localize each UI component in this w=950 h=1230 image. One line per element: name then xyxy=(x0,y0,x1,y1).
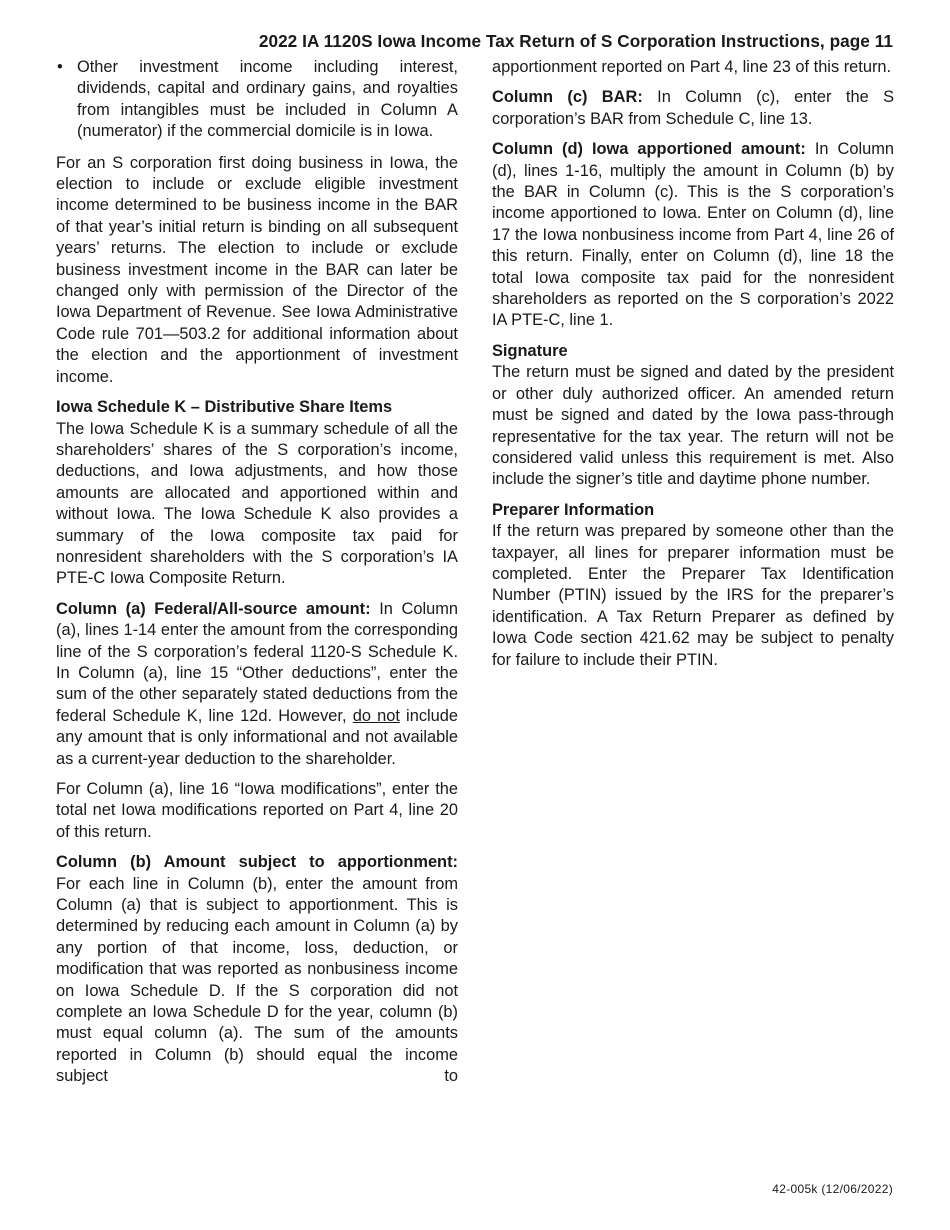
preparer-section xyxy=(492,500,894,671)
schedule-k-section xyxy=(56,397,458,590)
signature-heading: Signature xyxy=(492,341,568,360)
column-c-section xyxy=(492,87,894,130)
column-b-heading: Column (b) Amount subject to apportionment: xyxy=(56,853,458,872)
column-a-text-1: In Column (a), lines 1-14 enter the amount from the corresponding line of the S corporation’s federal 1120-S Schedule K. In Column (a), line 15 “Other deductions”, enter the sum of the other separately stated deductions from the federal Schedule K, line 12d. However, xyxy=(56,599,458,725)
signature-section xyxy=(492,341,894,491)
column-d-text: In Column (d), lines 1-16, multiply the amount in Column (b) by the BAR in Column (c). This is the S corporation’s income apportioned to Iowa. Enter on Column (d), line 17 the Iowa nonbusiness income from Part 4, line 26 of this return. Finally, enter on Column (d), line 18 the total Iowa composite tax paid for the nonresident shareholders as reported on the S corporation’s 2022 IA PTE-C, line 1. xyxy=(492,140,894,330)
column-a-section xyxy=(56,599,458,770)
schedule-k-text: The Iowa Schedule K is a summary schedule of all the shareholders’ shares of the S corporation’s income, deductions, and Iowa adjustments, and how those amounts are allocated and apportioned within and without Iowa. The Iowa Schedule K also provides a summary of the Iowa composite tax paid for nonresident shareholders with the S corporation’s IA PTE-C Iowa Composite Return. xyxy=(56,419,458,588)
schedule-k-heading: Iowa Schedule K – Distributive Share Items xyxy=(56,398,393,417)
column-a-text-2: include any amount that is only informational and not available as a current-year deduction to the shareholder. xyxy=(56,706,458,768)
column-c-heading: Column (c) BAR: xyxy=(492,88,643,107)
right-column xyxy=(492,57,894,680)
election-paragraph: For an S corporation first doing business in Iowa, the election to include or exclude eligible investment income determined to be business income in the BAR of that year’s initial return is binding on all subsequent years’ returns. The election to include or exclude business investment income in the BAR can later be changed only with permission of the Director of the Iowa Department of Revenue. See Iowa Administrative Code rule 701—503.2 for additional information about the election and the apportionment of investment income. xyxy=(56,153,458,386)
preparer-text: If the return was prepared by someone other than the taxpayer, all lines for preparer information must be completed. Enter the Preparer Tax Identification Number (PTIN) issued by the IRS for the preparer’s identification. A Tax Return Preparer as defined by Iowa Code section 421.62 may be subject to penalty for failure to include their PTIN. xyxy=(492,522,894,669)
column-b-section xyxy=(56,852,458,1087)
left-column xyxy=(56,57,458,1088)
signature-text: The return must be signed and dated by the president or other duly authorized officer. An amended return must be signed and dated by the Iowa pass-through representative for the tax year. The return will not be considered valid unless this requirement is met. Also include the signer’s title and daytime phone number. xyxy=(492,363,894,489)
bullet-glyph: • xyxy=(57,58,63,76)
preparer-heading: Preparer Information xyxy=(492,500,655,519)
column-a-line16-paragraph: For Column (a), line 16 “Iowa modifications”, enter the total net Iowa modifications reported on Part 4, line 20 of this return. xyxy=(56,780,458,841)
column-b-text: For each line in Column (b), enter the amount from Column (a) that is subject to apportionment. This is determined by reducing each amount in Column (a) by any portion of that income, loss, deduction, or modification that was reported as nonbusiness income on Iowa Schedule D. If the S corporation did not complete an Iowa Schedule D for the year, column (b) must equal column (a). The sum of the amounts reported in Column (b) should equal the income subject to xyxy=(56,874,458,1086)
column-c-text: In Column (c), enter the S corporation’s BAR from Schedule C, line 13. xyxy=(492,88,894,128)
column-a-heading: Column (a) Federal/All-source amount: xyxy=(56,599,371,618)
bullet-text: Other investment income including interest, dividends, capital and ordinary gains, and royalties from intangibles must be included in Column A (numerator) if the commercial domicile is in Iowa. xyxy=(77,58,458,141)
do-not-emphasis: do not xyxy=(352,706,400,725)
form-id-footer: 42-005k (12/06/2022) xyxy=(772,1182,893,1196)
page-title: 2022 IA 1120S Iowa Income Tax Return of S Corporation Instructions, page 11 xyxy=(258,31,893,51)
column-d-section xyxy=(492,139,894,332)
column-d-heading: Column (d) Iowa apportioned amount: xyxy=(492,140,806,159)
column-b-continued: apportionment reported on Part 4, line 23 of this return. xyxy=(492,58,892,76)
list-item xyxy=(56,57,458,143)
